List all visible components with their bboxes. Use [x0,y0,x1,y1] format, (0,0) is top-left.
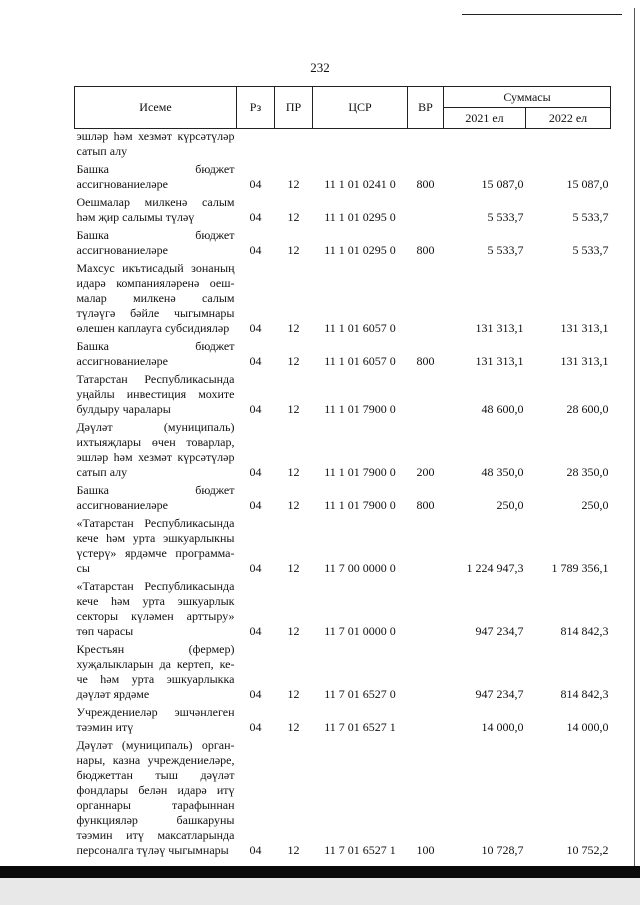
row-name [75,738,237,861]
row-vr [408,195,444,228]
row-vr [408,579,444,642]
row-name-line: ассигнованиеләре [76,243,168,257]
row-amount-2021 [444,129,526,163]
row-amount-2021: 48 600,0 [481,402,524,416]
row-name [75,642,237,705]
row-vr [408,261,444,339]
row-pr: 12 [287,354,300,368]
row-name-line: Дәүләт (муниципаль) орган- [76,738,235,752]
row-name-line: уңайлы инвестиция мохите [76,387,235,401]
row-name-line: Дәүләт (муниципаль) [76,420,235,434]
row-csr: 11 7 01 6527 0 [324,687,396,701]
row-pr: 12 [287,624,300,638]
row-amount-2021: 14 000,0 [481,720,524,734]
row-rz: 04 [249,402,262,416]
row-vr: 200 [416,465,435,479]
row-name-line: кече һәм урта эшкуарлыкны [76,531,235,545]
row-pr: 12 [287,321,300,335]
row-csr: 11 1 01 6057 0 [324,321,396,335]
row-name [75,261,237,339]
row-rz: 04 [249,720,262,734]
header-rz: Рз [237,87,275,129]
row-amount-2021: 48 350,0 [481,465,524,479]
row-name-line: һәм җир салымы түләү [76,210,195,224]
row-name-line: функцияләр башкаруны [76,813,235,827]
row-pr: 12 [287,561,300,575]
row-csr: 11 1 01 7900 0 [324,402,396,416]
row-name-line: Башка бюджет [76,339,235,353]
row-pr: 12 [287,498,300,512]
row-amount-2022: 10 752,2 [566,843,609,857]
row-name-line: өлешен каплауга субсидияләр [76,321,230,335]
row-csr: 11 7 01 6527 1 [324,720,396,734]
row-rz: 04 [249,843,262,857]
row-name [75,339,237,372]
scan-bottom-bar [0,866,640,878]
header-pr: ПР [275,87,313,129]
table-row [75,195,611,228]
row-rz [237,129,275,163]
row-rz: 04 [249,243,262,257]
row-amount-2021: 5 533,7 [487,210,524,224]
table-row [75,261,611,339]
row-rz: 04 [249,561,262,575]
row-name-line: секторы күләмен арттыру» [76,609,235,623]
header-csr: ЦСР [313,87,408,129]
row-name-line: тәэмин итү [76,720,134,734]
row-csr [313,129,408,163]
row-name-line: Оешмалар милкенә салым [76,195,235,209]
row-name [75,129,237,163]
row-vr [408,642,444,705]
row-rz: 04 [249,321,262,335]
row-amount-2022: 28 600,0 [566,402,609,416]
row-amount-2021: 10 728,7 [481,843,524,857]
row-name-line: сатып алу [76,144,128,158]
row-name-line: «Татарстан Республикасында [76,516,235,530]
row-amount-2021: 947 234,7 [475,624,524,638]
row-amount-2021: 1 224 947,3 [466,561,524,575]
row-amount-2022: 15 087,0 [566,177,609,191]
table-row [75,579,611,642]
table-row [75,738,611,861]
scan-bottom-margin [0,878,640,905]
row-name-line: дәүләт ярдәме [76,687,150,701]
row-vr: 800 [416,243,435,257]
row-amount-2022: 131 313,1 [560,354,609,368]
row-name-line: Махсус икътисадый зонаның [76,261,235,275]
row-amount-2022: 5 533,7 [572,243,609,257]
row-vr [408,516,444,579]
header-sums: Суммасы [444,87,611,108]
header-vr: ВР [408,87,444,129]
row-pr: 12 [287,243,300,257]
row-name-line: малар милкенә салым [76,291,235,305]
row-csr: 11 7 01 6527 1 [324,843,396,857]
row-name-line: персоналга түләү чыгымнары [76,843,229,857]
page-number: 232 [310,60,330,75]
row-pr: 12 [287,720,300,734]
row-name-line: бюджеттан тыш дәүләт [76,768,235,782]
row-pr: 12 [287,465,300,479]
row-csr: 11 1 01 7900 0 [324,498,396,512]
row-name-line: сы [76,561,90,575]
header-year-2021: 2021 ел [444,108,526,129]
table-row [75,483,611,516]
row-name-line: кече һәм урта эшкуарлык [76,594,235,608]
row-name-line: органнары тарафыннан [76,798,235,812]
table-row [75,372,611,420]
table-row [75,705,611,738]
table-body [75,129,611,862]
table-row [75,129,611,163]
table-row [75,642,611,705]
row-amount-2021: 5 533,7 [487,243,524,257]
row-vr [408,705,444,738]
row-vr: 100 [416,843,435,857]
row-rz: 04 [249,498,262,512]
row-vr: 800 [416,354,435,368]
row-rz: 04 [249,177,262,191]
row-pr: 12 [287,843,300,857]
row-amount-2022: 814 842,3 [560,624,609,638]
row-name [75,162,237,195]
row-name-line: ассигнованиеләре [76,498,168,512]
row-amount-2022: 14 000,0 [566,720,609,734]
table-row [75,339,611,372]
row-name-line: ассигнованиеләре [76,354,168,368]
table-row [75,420,611,483]
row-amount-2022: 28 350,0 [566,465,609,479]
table-row [75,228,611,261]
row-name-line: Башка бюджет [76,228,235,242]
header-name: Исеме [75,87,237,129]
row-pr: 12 [287,210,300,224]
top-rule [462,14,622,15]
row-name-line: че һәм урта эшкуарлыкка [76,672,235,686]
row-name [75,483,237,516]
row-name-line: түләүгә бәйле чыгымнары [76,306,235,320]
row-name [75,372,237,420]
row-amount-2021: 131 313,1 [475,354,524,368]
row-name [75,420,237,483]
row-amount-2021: 15 087,0 [481,177,524,191]
row-amount-2021: 947 234,7 [475,687,524,701]
row-name-line: Учреждениеләр эшчәнлеген [76,705,235,719]
row-name-line: идарә компанияләренә оеш- [76,276,235,290]
row-name-line: Крестьян (фермер) [76,642,235,656]
row-name [75,579,237,642]
row-rz: 04 [249,210,262,224]
row-amount-2022 [526,129,611,163]
row-name [75,228,237,261]
row-amount-2021: 131 313,1 [475,321,524,335]
row-amount-2022: 250,0 [581,498,609,512]
row-name-line: ихтыяҗлары өчен товарлар, [76,435,235,449]
row-csr: 11 7 01 0000 0 [324,624,396,638]
row-name-line: Башка бюджет [76,483,235,497]
row-name [75,705,237,738]
row-amount-2022: 1 789 356,1 [551,561,609,575]
row-amount-2021: 250,0 [496,498,524,512]
table-row [75,516,611,579]
row-name-line: ассигнованиеләре [76,177,168,191]
row-name-line: «Татарстан Республикасында [76,579,235,593]
row-rz: 04 [249,624,262,638]
header-year-2022: 2022 ел [526,108,611,129]
row-vr: 800 [416,498,435,512]
row-name-line: тәэмин итү максатларында [76,828,235,842]
row-name [75,516,237,579]
row-vr: 800 [416,177,435,191]
row-name-line: төп чарасы [76,624,134,638]
row-csr: 11 7 00 0000 0 [324,561,396,575]
row-name-line: эшләр һәм хезмәт күрсәтүләр [76,450,235,464]
row-name [75,195,237,228]
row-name-line: булдыру чаралары [76,402,171,416]
row-vr [408,129,444,163]
row-rz: 04 [249,687,262,701]
row-csr: 11 1 01 0295 0 [324,243,396,257]
row-csr: 11 1 01 0295 0 [324,210,396,224]
row-rz: 04 [249,465,262,479]
row-name-line: үстерү» ярдәмче программа- [76,546,235,560]
row-pr: 12 [287,177,300,191]
row-amount-2022: 131 313,1 [560,321,609,335]
row-name-line: хуҗалыкларын да кертеп, ке- [76,657,235,671]
budget-table [74,86,611,861]
row-rz: 04 [249,354,262,368]
row-pr [275,129,313,163]
row-amount-2022: 814 842,3 [560,687,609,701]
row-amount-2022: 5 533,7 [572,210,609,224]
row-csr: 11 1 01 7900 0 [324,465,396,479]
row-vr [408,372,444,420]
scan-edge [634,8,635,868]
row-name-line: фондлары белән идарә итү [76,783,235,797]
row-name-line: нары, казна учреждениеләре, [76,753,235,767]
row-csr: 11 1 01 6057 0 [324,354,396,368]
row-name-line: сатып алу [76,465,128,479]
table-row [75,162,611,195]
row-csr: 11 1 01 0241 0 [324,177,396,191]
row-pr: 12 [287,687,300,701]
row-name-line: эшләр һәм хезмәт күрсәтүләр [76,129,235,143]
row-name-line: Башка бюджет [76,162,235,176]
row-name-line: Татарстан Республикасында [76,372,235,386]
row-pr: 12 [287,402,300,416]
